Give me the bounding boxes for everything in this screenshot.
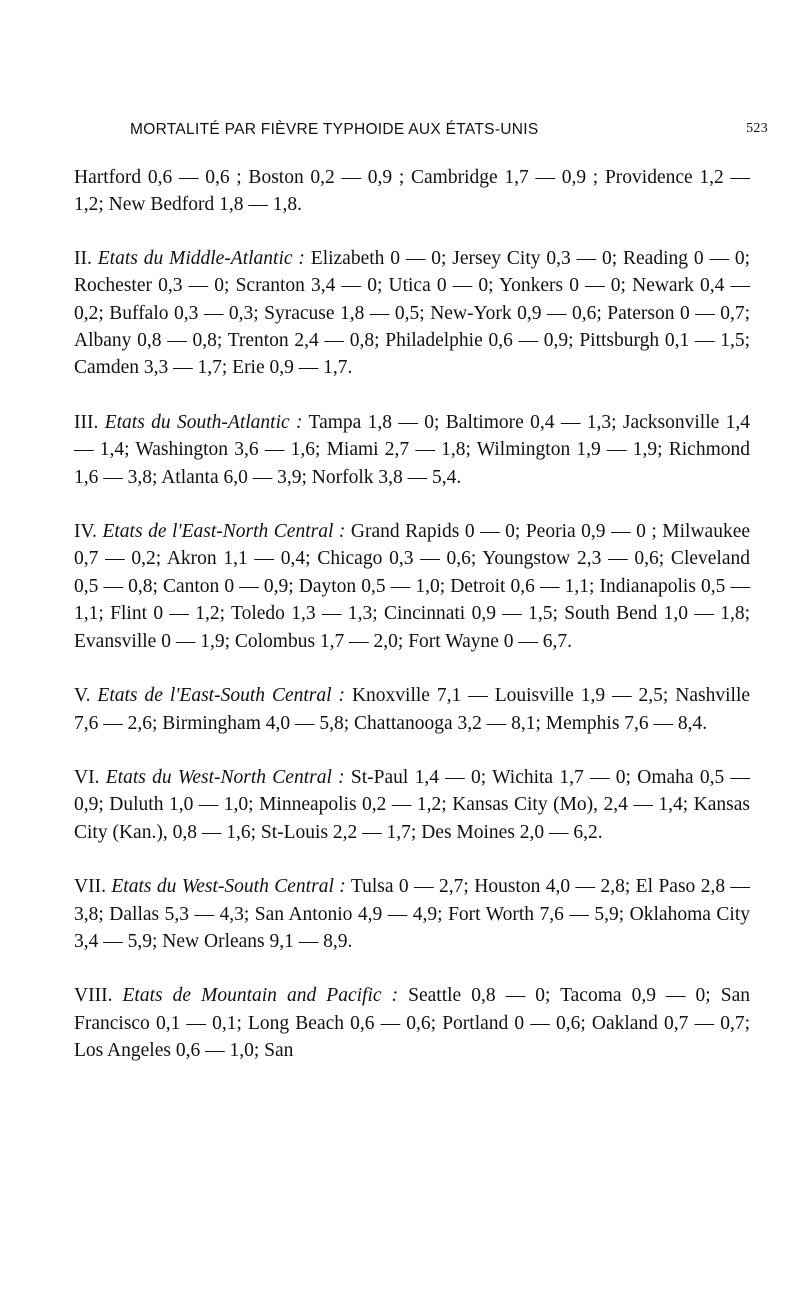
paragraph-section-iii bbox=[74, 409, 750, 491]
paragraph-section-vii bbox=[74, 873, 750, 955]
paragraph-text: Tampa 1,8 — 0; Baltimore 0,4 — 1,3; Jacksonville 1,4 — 1,4; Washington 3,6 — 1,6; Miami 2,7 — 1,8; Wilmington 1,9 — 1,9; Richmond 1,6 — 3,8; Atlanta 6,0 — 3,9; Norfolk 3,8 — 5,4. bbox=[74, 411, 751, 488]
section-title: Etats de l'East-South Central : bbox=[97, 685, 345, 707]
section-numeral: VI. bbox=[74, 766, 100, 788]
section-title: Etats de Mountain and Pacific : bbox=[122, 985, 399, 1007]
paragraph-section-viii bbox=[74, 982, 750, 1064]
paragraph-text: Hartford 0,6 — 0,6 ; Boston 0,2 — 0,9 ; Cambridge 1,7 — 0,9 ; Providence 1,2 — 1,2; New Bedford 1,8 — 1,8. bbox=[74, 167, 750, 216]
paragraph-text: Elizabeth 0 — 0; Jersey City 0,3 — 0; Reading 0 — 0; Rochester 0,3 — 0; Scranton 3,4 — 0; Utica 0 — 0; Yonkers 0 — 0; Newark 0,4 — 0,2; Buffalo 0,3 — 0,3; Syracuse 1,8 — 0,5; New-York 0,9 — 0,6; Paterson 0 — 0,7; Albany 0,8 — 0,8; Trenton 2,4 — 0,8; Philadelphie 0,6 — 0,9; Pittsburgh 0,1 — 1,5; Camden 3,3 — 1,7; Erie 0,9 — 1,7. bbox=[74, 247, 751, 379]
running-header bbox=[130, 121, 768, 139]
paragraph-section-iv bbox=[74, 518, 750, 655]
section-numeral: IV. bbox=[74, 521, 97, 543]
paragraph-text: Tulsa 0 — 2,7; Houston 4,0 — 2,8; El Paso 2,8 — 3,8; Dallas 5,3 — 4,3; San Antonio 4,9 — 4,9; Fort Worth 7,6 — 5,9; Oklahoma City 3,4 — 5,9; New Orleans 9,1 — 8,9. bbox=[74, 876, 750, 952]
section-numeral: II. bbox=[74, 247, 92, 269]
section-title: Etats du Middle-Atlantic : bbox=[97, 247, 305, 269]
section-title: Etats de l'East-North Central : bbox=[102, 521, 346, 543]
section-numeral: V. bbox=[74, 685, 91, 707]
paragraph-text: Grand Rapids 0 — 0; Peoria 0,9 — 0 ; Milwaukee 0,7 — 0,2; Akron 1,1 — 0,4; Chicago 0,3 — 0,6; Youngstow 2,3 — 0,6; Cleveland 0,5 — 0,8; Canton 0 — 0,9; Dayton 0,5 — 1,0; Detroit 0,6 — 1,1; Indianapolis 0,5 — 1,1; Flint 0 — 1,2; Toledo 1,3 — 1,3; Cincinnati 0,9 — 1,5; South Bend 1,0 — 1,8; Evansville 0 — 1,9; Colombus 1,7 — 2,0; Fort Wayne 0 — 6,7. bbox=[74, 521, 751, 652]
running-title: MORTALITÉ PAR FIÈVRE TYPHOIDE AUX ÉTATS-UNIS bbox=[130, 121, 539, 138]
page-body bbox=[74, 164, 750, 1092]
section-numeral: VII. bbox=[74, 876, 106, 898]
section-title: Etats du South-Atlantic : bbox=[104, 411, 303, 433]
page-number: 523 bbox=[746, 121, 768, 136]
paragraph-new-england-continued bbox=[74, 164, 750, 219]
paragraph-text: Knoxville 7,1 — Louisville 1,9 — 2,5; Nashville 7,6 — 2,6; Birmingham 4,0 — 5,8; Chattanooga 3,2 — 8,1; Memphis 7,6 — 8,4. bbox=[74, 685, 751, 734]
paragraph-section-vi bbox=[74, 764, 750, 846]
section-numeral: VIII. bbox=[74, 985, 113, 1007]
paragraph-section-v bbox=[74, 682, 750, 737]
paragraph-section-ii bbox=[74, 245, 750, 382]
paragraph-text: Seattle 0,8 — 0; Tacoma 0,9 — 0; San Francisco 0,1 — 0,1; Long Beach 0,6 — 0,6; Portland 0 — 0,6; Oakland 0,7 — 0,7; Los Angeles 0,6 — 1,0; San bbox=[74, 985, 751, 1062]
section-numeral: III. bbox=[74, 411, 99, 433]
paragraph-text: St-Paul 1,4 — 0; Wichita 1,7 — 0; Omaha 0,5 — 0,9; Duluth 1,0 — 1,0; Minneapolis 0,2 — 1,2; Kansas City (Mo), 2,4 — 1,4; Kansas City (Kan.), 0,8 — 1,6; St-Louis 2,2 — 1,7; Des Moines 2,0 — 6,2. bbox=[74, 766, 750, 843]
section-title: Etats du West-North Central : bbox=[105, 766, 345, 788]
section-title: Etats du West-South Central : bbox=[111, 876, 346, 898]
